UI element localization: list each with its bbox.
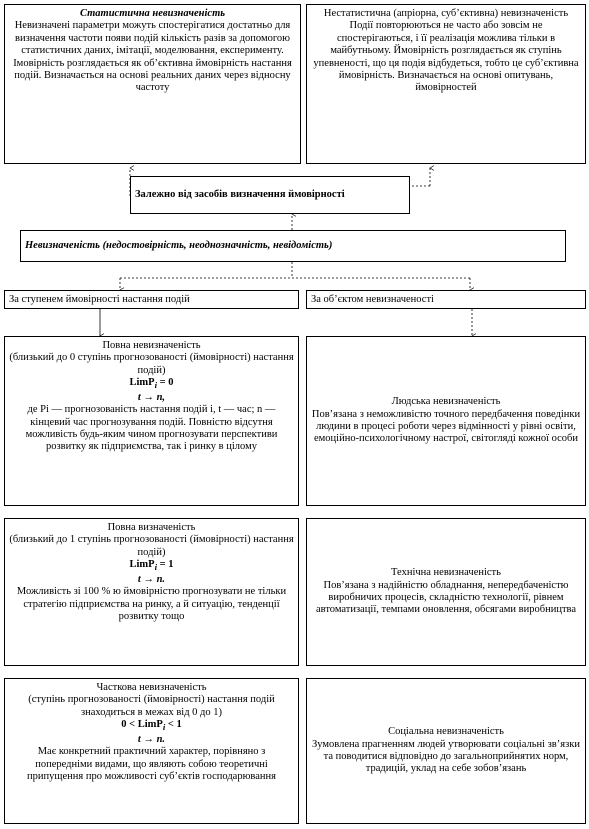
branch-object-label: За об’єктом невизначеності (311, 293, 434, 305)
full-certainty-formula-lim: LimP$_i$ = 1 (129, 559, 174, 573)
social-uncertainty-body: Зумовлена прагненням людей утворювати соціальні зв’язки та поводитися відповідно до загальноприйнятих норм, традицій, уклад на себе зобов’язань (312, 738, 580, 775)
branch-probability-label: За ступенем ймовірності настання подій (9, 293, 190, 305)
partial-uncertainty-formula-t: t → n. (137, 733, 166, 745)
full-certainty-sub: (близький до 1 ступінь прогнозованості (ймовірності) настання подій) (9, 534, 294, 558)
technical-uncertainty-body: Пов’язана з надійністю обладнання, непередбаченістю виробничих процесів, складністю технології, рівнем автоматизації, темпами оновлення, обсягами виробництва (315, 579, 577, 616)
statistical-uncertainty-box (4, 4, 301, 164)
determination-means-box (130, 176, 410, 214)
partial-uncertainty-box (4, 678, 299, 824)
human-uncertainty-title: Людська невизначеність (391, 396, 501, 408)
partial-uncertainty-title: Часткова невизначеність (96, 682, 207, 693)
social-uncertainty-title: Соціальна невизначеність (388, 726, 504, 738)
full-certainty-box (4, 518, 299, 666)
social-uncertainty-box (306, 678, 586, 824)
technical-uncertainty-box (306, 518, 586, 666)
branch-object (306, 290, 586, 309)
full-uncertainty-sub: (близький до 0 ступінь прогнозованості (ймовірності) настання подій) (9, 352, 294, 376)
full-uncertainty-box (4, 336, 299, 506)
nonstatistical-body: Події повторюються не часто або зовсім не спостерігаються, і її реалізація можлива тільки в майбутньому. Ймовірність розглядається як ступінь упевненості, що ця подія відбудеться, тобто це суб’єктивна ймовірність. Визначається на основі опитувань, ймовірностей (313, 20, 579, 94)
human-uncertainty-body: Пов’язана з неможливістю точного передбачення поведінки людини в процесі роботи через відмінності у рівні освіти, емоційно-психологічному настрої, світогляді кожної особи (311, 408, 581, 445)
full-uncertainty-formula-t: t → n, (137, 391, 166, 403)
full-certainty-desc: Можливість зі 100 % ю ймовірністю прогнозувати не тільки стратегію підприємства на ринку, а й ситуацію, тенденції розвитку тощо (16, 586, 287, 622)
nonstatistical-uncertainty-box (306, 4, 586, 164)
partial-uncertainty-sub: (ступінь прогнозованості (ймовірності) настання подій знаходиться в межах від 0 до 1) (28, 694, 275, 718)
determination-means-label: Залежно від засобів визначення ймовірності (135, 189, 345, 200)
partial-uncertainty-desc: Має конкретний практичний характер, порівняно з попередніми видами, що являють собою теоретичні припущення про можливості суб’єктів господарювання (27, 746, 276, 782)
partial-uncertainty-formula-lim: 0 < LimP$_i$ < 1 (121, 719, 182, 733)
uncertainty-root-box (20, 230, 566, 262)
full-uncertainty-formula-lim: LimP$_i$ = 0 (129, 377, 174, 391)
statistical-body: Невизначені параметри можуть спостерігатися достатньо для визначення частоти появи подій кількість разів за допомогою статистичних даних, імітації, моделювання, експерименту. Імовірність розглядається як об’єктивна ймовірність настання подій. Визначається на основі реальних даних через відносну частоту (13, 20, 292, 94)
full-certainty-title: Повна визначеність (107, 522, 196, 533)
uncertainty-root-label: Невизначеність (недостовірність, неоднозначність, невідомість) (25, 240, 333, 251)
full-uncertainty-title: Повна невизначеність (102, 340, 201, 351)
branch-probability-degree (4, 290, 299, 309)
full-certainty-formula-t: t → n. (137, 573, 166, 585)
statistical-title: Статистична невизначеність (79, 8, 226, 19)
full-uncertainty-desc: де Pi — прогнозованість настання подій i, t — час; n — кінцевий час прогнозування подій. Повністю відсутня можливість будь-яким чином прогнозувати перспективи розвитку як підприємства, так і ринку в цілому (25, 404, 278, 453)
human-uncertainty-box (306, 336, 586, 506)
technical-uncertainty-title: Технічна невизначеність (391, 567, 501, 579)
nonstatistical-title: Нестатистична (апріорна, суб’єктивна) невизначеність (323, 8, 569, 19)
